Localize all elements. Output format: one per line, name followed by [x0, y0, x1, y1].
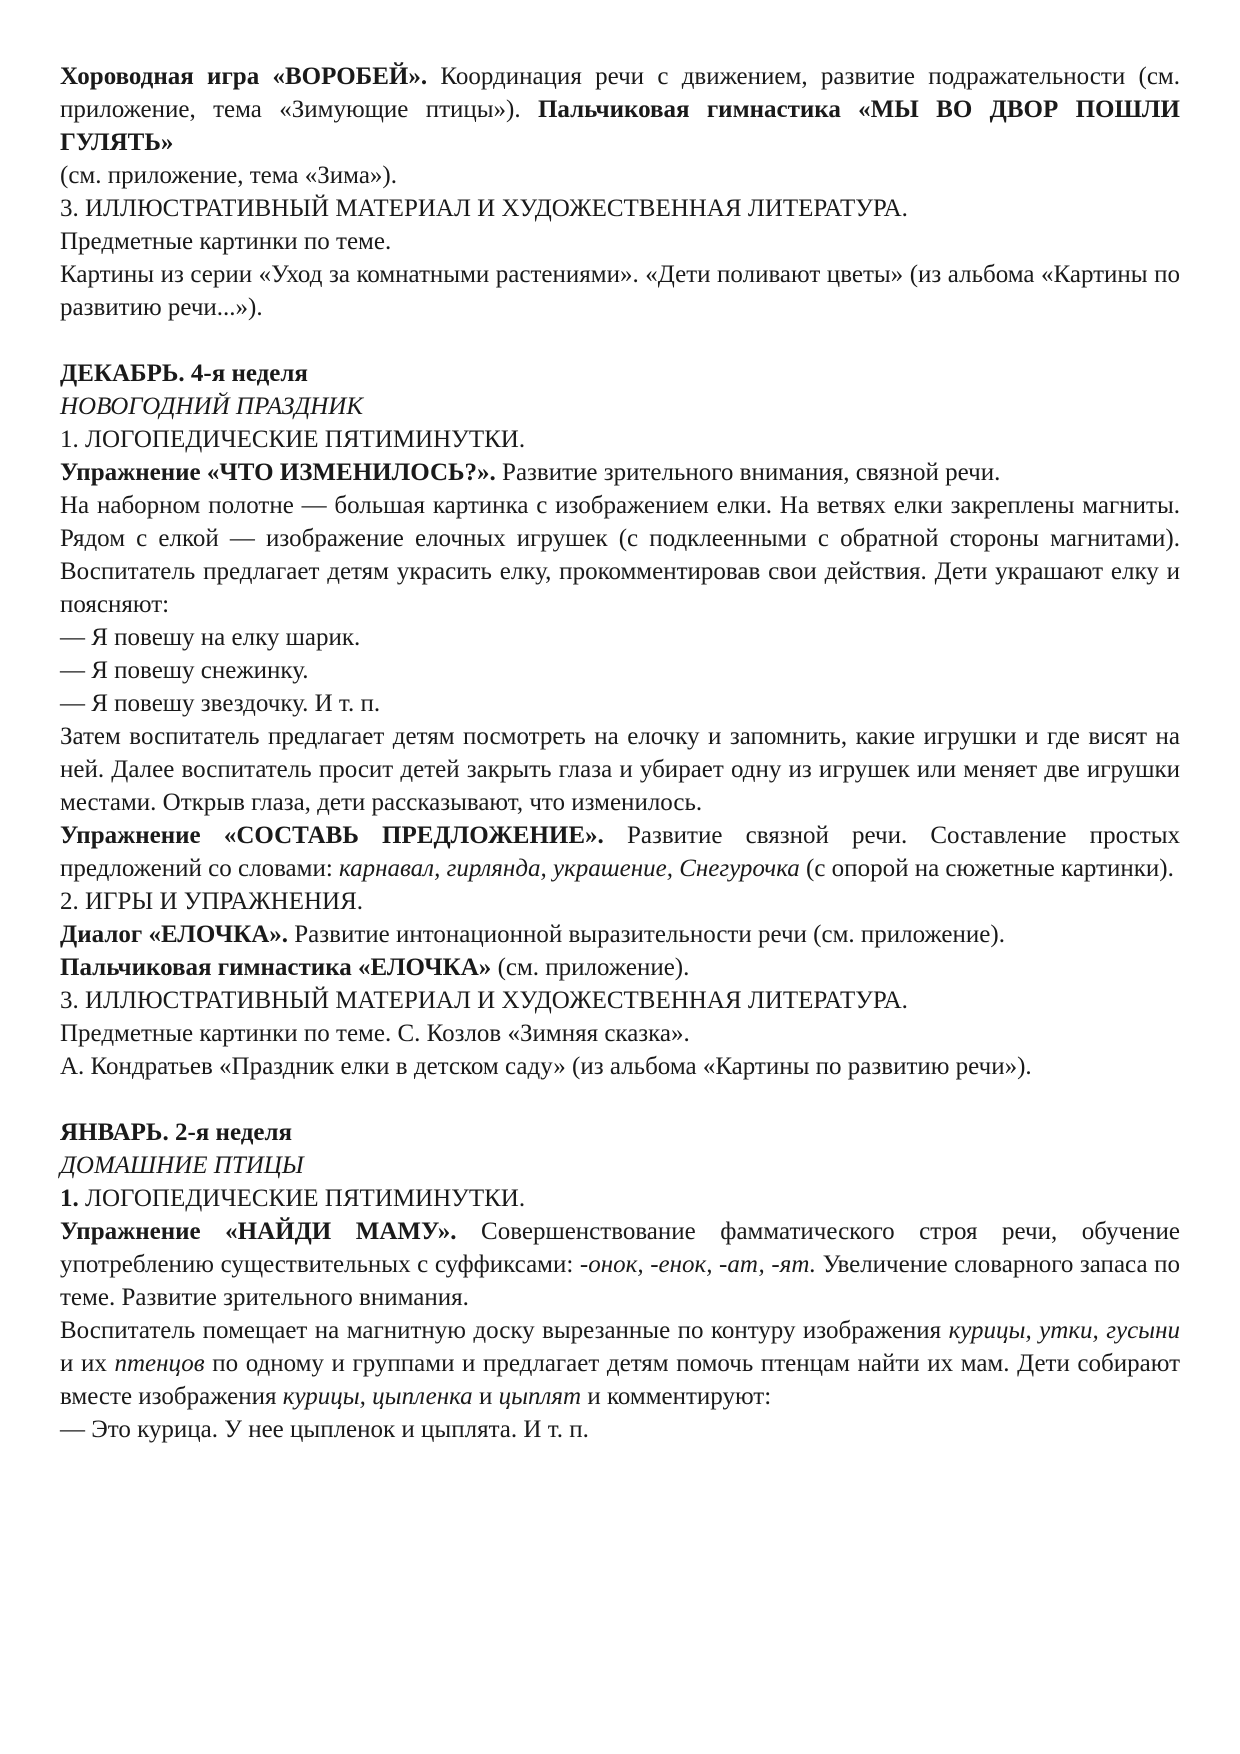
finger-gym-title: Пальчиковая гимнастика «ЕЛОЧКА»	[60, 954, 492, 981]
kondratiev-line: А. Кондратьев «Праздник елки в детском саду» (из альбома «Картины по развитию речи»).	[60, 1053, 1032, 1080]
week-heading-january: ЯНВАРЬ. 2-я неделя	[60, 1119, 293, 1146]
week-theme-january: ДОМАШНИЕ ПТИЦЫ	[60, 1152, 304, 1179]
subject-pictures-line: Предметные картинки по теме.	[60, 228, 392, 255]
exercise-description-continued: Затем воспитатель предлагает детям посмотреть на елочку и запомнить, какие игрушки и где висят на ней. Далее воспитатель просит детей закрыть глаза и убирает одну из игрушек или меняет две игрушки местами. Открыв глаза, дети рассказывают, что изменилось.	[60, 723, 1180, 816]
dialogue-line: — Я повешу снежинку.	[60, 657, 309, 684]
section-heading-illustrative: 3. ИЛЛЮСТРАТИВНЫЙ МАТЕРИАЛ И ХУДОЖЕСТВЕННАЯ ЛИТЕРАТУРА.	[60, 987, 908, 1014]
exercise-make-sentence	[60, 819, 1180, 885]
game-description: Координация речи с движением, развитие подражательности (см. приложение, тема «Зимующие птицы»).	[60, 63, 1180, 123]
text-run: Воспитатель помещает на магнитную доску вырезанные по контуру изображения	[60, 1317, 949, 1344]
exercise-title: Упражнение «ЧТО ИЗМЕНИЛОСЬ?».	[60, 459, 496, 486]
game-title: Хороводная игра «ВОРОБЕЙ».	[60, 63, 428, 90]
text-run: и их	[60, 1350, 115, 1377]
exercise-description: На наборном полотне — большая картинка с изображением елки. На ветвях елки закреплены магниты. Рядом с елкой — изображение елочных игрушек (с подклеенными с обратной стороны магнитами). Воспитатель предлагает детям украсить елку, прокомментировав свои действия. Дети украшают елку и поясняют:	[60, 492, 1180, 618]
dialog-goal: Развитие интонационной выразительности речи (см. приложение).	[288, 921, 1005, 948]
exercise-title: Упражнение «СОСТАВЬ ПРЕДЛОЖЕНИЕ».	[60, 822, 604, 849]
blank-line	[60, 1083, 1180, 1116]
finger-gym-title: Пальчиковая гимнастика «МЫ ВО ДВОР ПОШЛИ ГУЛЯТЬ»	[60, 96, 1180, 156]
section-heading-illustrative: 3. ИЛЛЮСТРАТИВНЫЙ МАТЕРИАЛ И ХУДОЖЕСТВЕННАЯ ЛИТЕРАТУРА.	[60, 195, 908, 222]
text-run: и комментируют:	[581, 1383, 772, 1410]
finger-gym-ref: (см. приложение).	[491, 954, 690, 981]
exercise-words: карнавал, гирлянда, украшение, Снегурочка	[339, 855, 800, 882]
exercise-title: Упражнение «НАЙДИ МАМУ».	[60, 1218, 457, 1245]
section-heading-games: 2. ИГРЫ И УПРАЖНЕНИЯ.	[60, 888, 364, 915]
section-number: 1.	[60, 1185, 79, 1212]
dialog-elochka	[60, 918, 1180, 951]
exercise-suffixes: -онок, -енок, -ат, -ят.	[579, 1251, 816, 1278]
document-page	[60, 60, 1180, 1446]
italic-run: птенцов	[114, 1350, 205, 1377]
dialogue-line: — Это курица. У нее цыпленок и цыплята. И т. п.	[60, 1416, 589, 1443]
week-theme-december: НОВОГОДНИЙ ПРАЗДНИК	[60, 393, 363, 420]
exercise-tail: (с опорой на сюжетные картинки).	[799, 855, 1174, 882]
paintings-line: Картины из серии «Уход за комнатными растениями». «Дети поливают цветы» (из альбома «Картины по развитию речи...»).	[60, 261, 1180, 321]
section-heading-logopedic: 1. ЛОГОПЕДИЧЕСКИЕ ПЯТИМИНУТКИ.	[60, 426, 526, 453]
dialogue-line: — Я повешу на елку шарик.	[60, 624, 361, 651]
exercise-what-changed	[60, 456, 1180, 489]
week-heading-december: ДЕКАБРЬ. 4-я неделя	[60, 360, 308, 387]
text-run: по одному и группами и предлагает детям помочь птенцам найти их мам. Дети собирают вместе изображения	[60, 1350, 1180, 1410]
italic-run: курицы, цыпленка	[282, 1383, 473, 1410]
blank-line	[60, 324, 1180, 357]
italic-run: цыплят	[498, 1383, 582, 1410]
section-heading-logopedic	[60, 1182, 1180, 1215]
exercise-goal: Развитие связной речи. Составление простых предложений со словами:	[60, 822, 1181, 882]
section-title: ЛОГОПЕДИЧЕСКИЕ ПЯТИМИНУТКИ.	[78, 1185, 526, 1212]
exercise-goal: Совершенствование фамматического строя речи, обучение употреблению существительных с суффиксами:	[60, 1218, 1181, 1278]
exercise-goal-continued: Увеличение словарного запаса по теме. Развитие зрительного внимания.	[60, 1251, 1181, 1311]
paragraph-game-voroby	[60, 60, 1180, 159]
exercise-description	[60, 1314, 1180, 1413]
exercise-find-mom	[60, 1215, 1180, 1314]
finger-gym-elochka	[60, 951, 1180, 984]
finger-gym-ref: (см. приложение, тема «Зима»).	[60, 162, 397, 189]
dialogue-line: — Я повешу звездочку. И т. п.	[60, 690, 381, 717]
dialog-title: Диалог «ЕЛОЧКА».	[60, 921, 289, 948]
italic-run: курицы, утки, гусыни	[948, 1317, 1180, 1344]
exercise-goal: Развитие зрительного внимания, связной речи.	[495, 459, 1001, 486]
text-run: и	[472, 1383, 499, 1410]
subject-pictures-line: Предметные картинки по теме. С. Козлов «Зимняя сказка».	[60, 1020, 690, 1047]
